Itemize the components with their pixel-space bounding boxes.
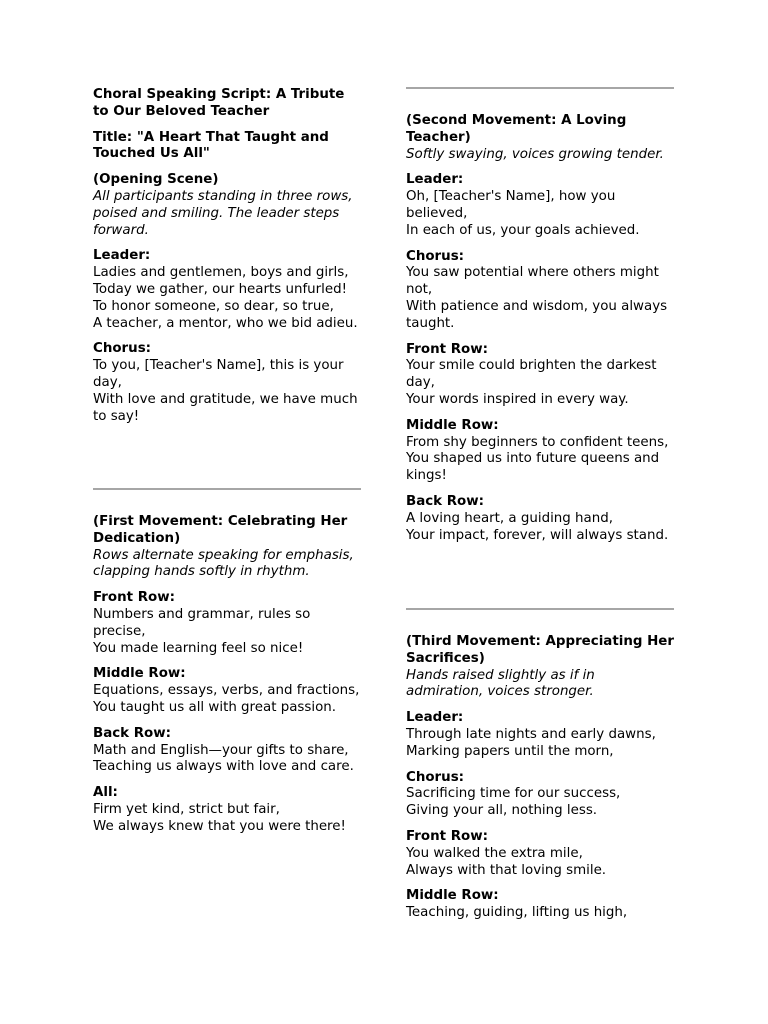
verse-line: Through late nights and early dawns, <box>406 726 656 742</box>
third-movement-direction: Hands raised slightly as if in admiration, voices stronger. <box>406 667 595 700</box>
verse-line: You walked the extra mile, <box>406 845 583 861</box>
verse-line: Giving your all, nothing less. <box>406 803 598 819</box>
verse-line: Your impact, forever, will always stand. <box>406 527 669 543</box>
third-front-row <box>406 829 676 879</box>
first-all <box>93 785 363 835</box>
speaker-label: Chorus: <box>406 248 465 264</box>
verse-line: Firm yet kind, strict but fair, <box>93 801 280 817</box>
verse-line: To honor someone, so dear, so true, <box>93 298 334 314</box>
verse-line: Your smile could brighten the darkest day, <box>406 358 657 391</box>
verse-line: In each of us, your goals achieved. <box>406 222 640 238</box>
second-back-row <box>406 494 676 544</box>
speaker-label: Leader: <box>406 172 464 188</box>
speaker-label: All: <box>93 785 118 801</box>
first-movement <box>93 514 363 581</box>
verse-line: With love and gratitude, we have much to say! <box>93 391 358 424</box>
speaker-label: Middle Row: <box>93 666 186 682</box>
verse-line: You made learning feel so nice! <box>93 640 304 656</box>
speaker-label: Back Row: <box>406 493 484 509</box>
first-movement-heading: (First Movement: Celebrating Her Dedication) <box>93 514 348 546</box>
document-subtitle: Title: "A Heart That Taught and Touched Us All" <box>93 129 329 162</box>
verse-line: From shy beginners to confident teens, <box>406 434 669 450</box>
first-front-row <box>93 590 363 657</box>
speaker-label: Leader: <box>93 248 151 264</box>
speaker-label: Middle Row: <box>406 888 499 904</box>
verse-line: Your words inspired in every way. <box>406 391 629 407</box>
third-middle-row <box>406 888 676 922</box>
verse-line: A teacher, a mentor, who we bid adieu. <box>93 315 358 331</box>
opening-chorus <box>93 341 363 425</box>
verse-line: With patience and wisdom, you always taught. <box>406 298 668 331</box>
speaker-label: Back Row: <box>93 725 171 741</box>
verse-line: Math and English—your gifts to share, <box>93 742 349 758</box>
third-chorus <box>406 770 676 820</box>
second-movement-direction: Softly swaying, voices growing tender. <box>406 146 664 162</box>
verse-line: You shaped us into future queens and kings! <box>406 451 660 484</box>
opening-direction: All participants standing in three rows, poised and smiling. The leader steps forward. <box>93 188 353 238</box>
first-movement-direction: Rows alternate speaking for emphasis, clapping hands softly in rhythm. <box>93 547 354 580</box>
speaker-label: Leader: <box>406 710 464 726</box>
left-column <box>93 87 363 425</box>
second-movement <box>406 113 676 163</box>
verse-line: You saw potential where others might not, <box>406 265 659 298</box>
verse-line: Today we gather, our hearts unfurled! <box>93 281 347 297</box>
verse-line: Teaching us always with love and care. <box>93 759 354 775</box>
third-movement-heading: (Third Movement: Appreciating Her Sacrifices) <box>406 634 674 666</box>
verse-line: Teaching, guiding, lifting us high, <box>406 905 628 921</box>
third-leader <box>406 710 676 760</box>
speaker-label: Chorus: <box>406 769 465 785</box>
speaker-label: Front Row: <box>406 828 488 844</box>
section-divider <box>406 87 674 89</box>
speaker-label: Middle Row: <box>406 417 499 433</box>
document-title: Choral Speaking Script: A Tribute to Our Beloved Teacher <box>93 87 345 119</box>
verse-line: A loving heart, a guiding hand, <box>406 510 613 526</box>
opening-heading: (Opening Scene) <box>93 172 219 188</box>
verse-line: You taught us all with great passion. <box>93 699 337 715</box>
right-column-lower <box>406 634 676 922</box>
speaker-label: Chorus: <box>93 341 152 357</box>
speaker-label: Front Row: <box>406 341 488 357</box>
verse-line: Sacrificing time for our success, <box>406 786 621 802</box>
section-divider <box>93 488 361 490</box>
second-middle-row <box>406 418 676 485</box>
first-middle-row <box>93 666 363 716</box>
second-chorus <box>406 249 676 333</box>
verse-line: Always with that loving smile. <box>406 862 607 878</box>
verse-line: Oh, [Teacher's Name], how you believed, <box>406 189 616 221</box>
verse-line: Marking papers until the morn, <box>406 743 614 759</box>
second-front-row <box>406 342 676 409</box>
verse-line: We always knew that you were there! <box>93 818 346 834</box>
left-column-lower <box>93 514 363 836</box>
verse-line: Equations, essays, verbs, and fractions, <box>93 683 360 699</box>
second-movement-heading: (Second Movement: A Loving Teacher) <box>406 113 627 145</box>
verse-line: Numbers and grammar, rules so precise, <box>93 606 311 639</box>
first-back-row <box>93 726 363 776</box>
second-leader <box>406 172 676 239</box>
third-movement <box>406 634 676 701</box>
opening-scene <box>93 172 363 239</box>
right-column <box>406 113 676 544</box>
speaker-label: Front Row: <box>93 590 175 606</box>
opening-leader <box>93 248 363 332</box>
section-divider <box>406 608 674 610</box>
verse-line: Ladies and gentlemen, boys and girls, <box>93 265 349 281</box>
verse-line: To you, [Teacher's Name], this is your day, <box>93 358 344 390</box>
